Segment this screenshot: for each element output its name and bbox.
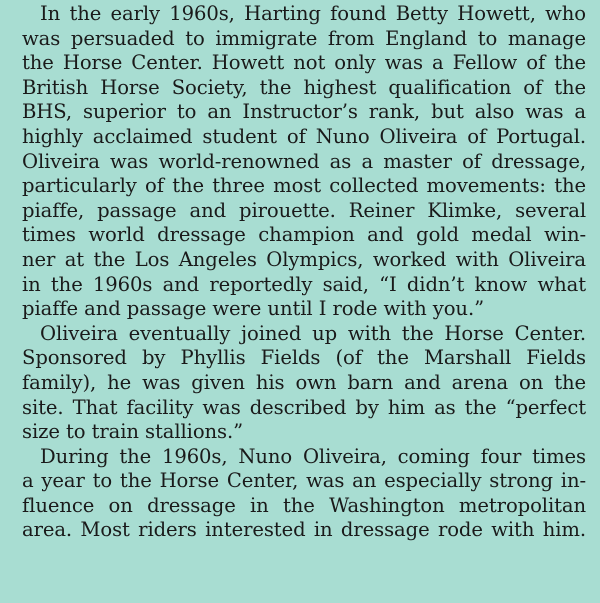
text-line: in the 1960s and reportedly said, “I didn’t know what xyxy=(22,272,586,296)
text-line: During the 1960s, Nuno Oliveira, coming four times xyxy=(40,444,586,468)
text-line: piaffe and passage were until I rode with you.” xyxy=(22,297,484,321)
text-line: the Horse Center. Howett not only was a Fellow of the xyxy=(22,51,586,75)
text-line: ner at the Los Angeles Olympics, worked with Oliveira xyxy=(22,247,586,271)
text-line: times world dressage champion and gold medal win- xyxy=(22,223,586,247)
text-line: site. That facility was described by him as the “perfect xyxy=(22,395,586,419)
text-line: family), he was given his own barn and arena on the xyxy=(22,370,586,394)
text-line: In the early 1960s, Harting found Betty Howett, who xyxy=(40,2,586,25)
text-line: was persuaded to immigrate from England to manage xyxy=(22,26,586,50)
text-line: size to train stallions.” xyxy=(22,420,244,444)
text-line: fluence on dressage in the Washington metropolitan xyxy=(22,493,586,517)
text-line: British Horse Society, the highest qualification of the xyxy=(22,75,586,99)
paragraph xyxy=(22,2,586,322)
paragraph xyxy=(22,445,586,543)
text-line: area. Most riders interested in dressage rode with him. xyxy=(22,518,586,542)
text-line: Oliveira eventually joined up with the Horse Center. xyxy=(40,321,586,345)
text-line: piaffe, passage and pirouette. Reiner Klimke, several xyxy=(22,198,586,222)
paragraph xyxy=(22,322,586,445)
text-line: Oliveira was world-renowned as a master of dressage, xyxy=(22,149,586,173)
text-line: Sponsored by Phyllis Fields (of the Marshall Fields xyxy=(22,346,586,370)
text-line: BHS, superior to an Instructor’s rank, but also was a xyxy=(22,100,586,124)
text-line: highly acclaimed student of Nuno Oliveira of Portugal. xyxy=(22,124,586,148)
text-line: particularly of the three most collected movements: the xyxy=(22,174,586,198)
text-line: a year to the Horse Center, was an especially strong in- xyxy=(22,469,586,493)
